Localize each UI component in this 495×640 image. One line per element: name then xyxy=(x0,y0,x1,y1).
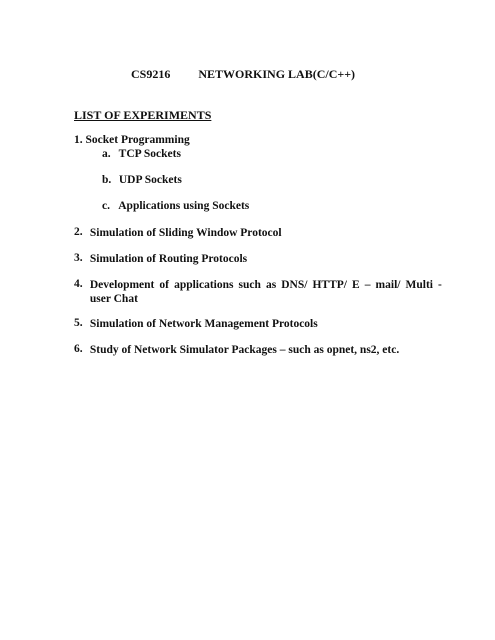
sub-item-text: TCP Sockets xyxy=(118,148,181,160)
experiment-number: 2. xyxy=(74,226,83,238)
experiment-title: Socket Programming xyxy=(85,134,190,146)
experiment-1-sub-c xyxy=(102,200,249,212)
course-code: CS9216 xyxy=(131,67,171,81)
sub-item-text: Applications using Sockets xyxy=(118,200,250,212)
experiment-title: Simulation of Sliding Window Protocol xyxy=(89,227,282,239)
course-title: NETWORKING LAB(C/C++) xyxy=(198,67,356,81)
course-header xyxy=(131,67,355,82)
sub-item-text: UDP Sockets xyxy=(118,174,182,186)
experiment-number: 5. xyxy=(74,317,83,329)
experiment-1 xyxy=(74,134,190,146)
experiment-number: 4. xyxy=(74,278,83,290)
experiment-3 xyxy=(74,252,442,266)
sub-item-letter: b. xyxy=(102,174,112,186)
experiment-1-sub-b xyxy=(102,174,182,186)
experiment-2 xyxy=(74,226,442,240)
experiment-title: Simulation of Routing Protocols xyxy=(89,253,248,265)
experiment-1-sub-a xyxy=(102,148,181,160)
experiment-4 xyxy=(74,278,442,306)
experiment-title-line-1: Development of applications such as DNS/ HTTP/ E – mail/ Multi - xyxy=(89,279,442,291)
experiment-title: Simulation of Network Management Protocols xyxy=(89,318,318,330)
experiment-title-line-2: user Chat xyxy=(89,293,138,305)
experiment-5 xyxy=(74,317,442,331)
experiment-title xyxy=(90,278,442,306)
experiment-6 xyxy=(74,343,442,357)
list-heading: LIST OF EXPERIMENTS xyxy=(74,108,212,122)
experiment-number: 1. xyxy=(74,134,83,146)
experiment-number: 6. xyxy=(74,343,83,355)
sub-item-letter: c. xyxy=(102,200,110,212)
experiment-number: 3. xyxy=(74,252,83,264)
experiment-title: Study of Network Simulator Packages – such as opnet, ns2, etc. xyxy=(89,344,400,356)
sub-item-letter: a. xyxy=(102,148,111,160)
